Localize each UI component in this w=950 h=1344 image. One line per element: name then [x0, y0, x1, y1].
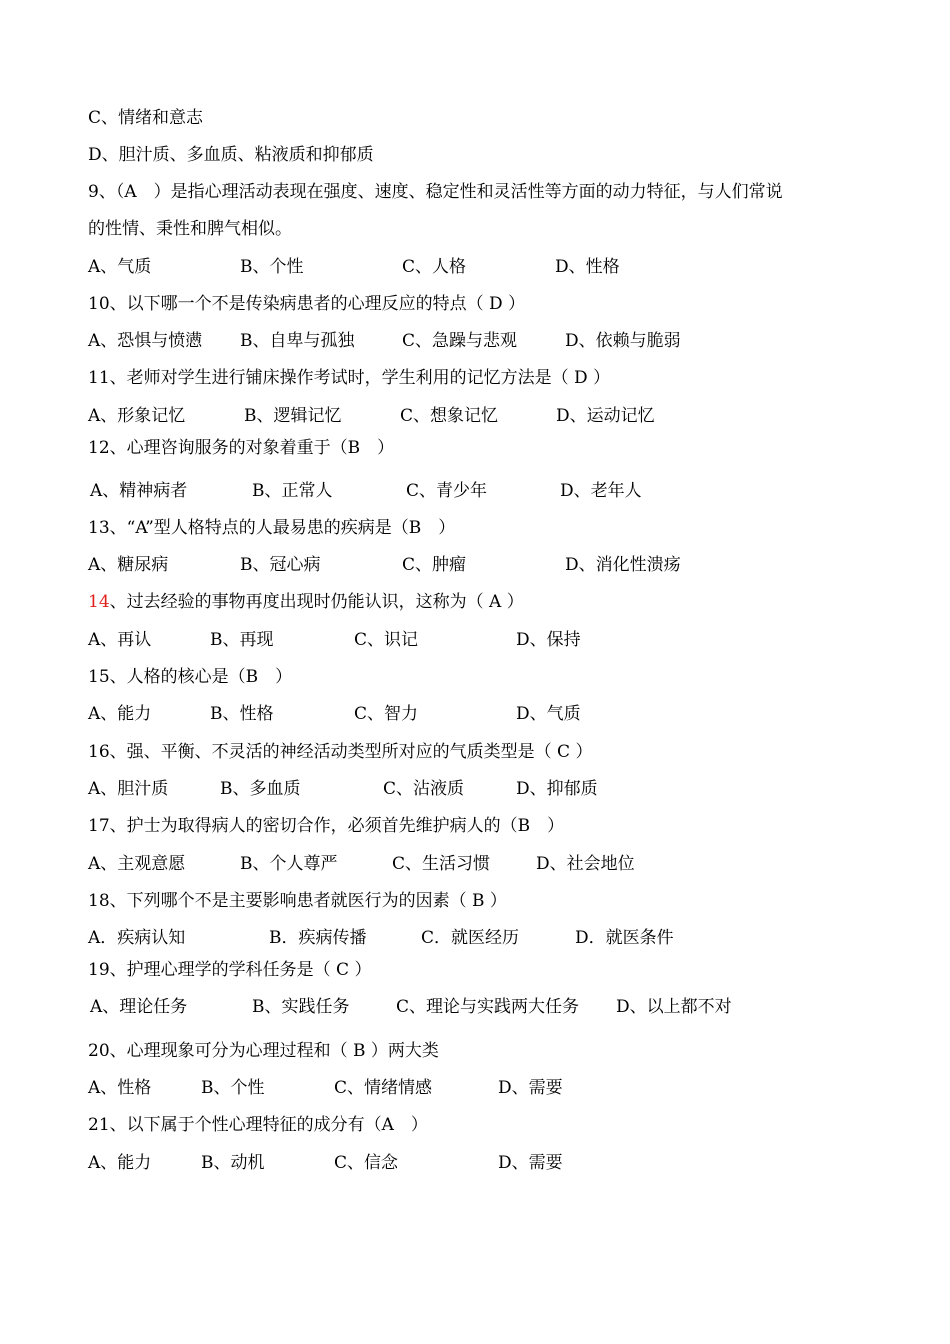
option-c: C、信念 [334, 1153, 399, 1173]
option-d: D、运动记忆 [556, 406, 655, 426]
question-20: 20、心理现象可分为心理过程和（ B ）两大类 [88, 1041, 439, 1061]
option-a: A、形象记忆 [88, 406, 186, 426]
option-a: A、精神病者 [90, 481, 188, 501]
option-a: A、恐惧与愤懑 [88, 331, 203, 351]
option-d: D、消化性溃疡 [565, 555, 681, 575]
option-b: B．疾病传播 [269, 928, 367, 948]
option-d-line: D、胆汁质、多血质、粘液质和抑郁质 [88, 145, 374, 165]
question-9: 9、（A ）是指心理活动表现在强度、速度、稳定性和灵活性等方面的动力特征，与人们常说 [88, 182, 783, 202]
question-14-text: 、过去经验的事物再度出现时仍能认识，这称为（ A ） [109, 592, 524, 612]
option-a: A、胆汁质 [88, 779, 169, 799]
option-d: D、保持 [516, 630, 581, 650]
option-a: A．疾病认知 [88, 928, 186, 948]
option-c: C、想象记忆 [400, 406, 499, 426]
option-a: A、再认 [88, 630, 152, 650]
option-c: C、生活习惯 [392, 854, 491, 874]
option-a: A、能力 [88, 704, 152, 724]
option-a: A、糖尿病 [88, 555, 169, 575]
option-b: B、个性 [201, 1078, 265, 1098]
option-b: B、实践任务 [252, 997, 350, 1017]
option-b: B、动机 [201, 1153, 265, 1173]
option-c-line: C、情绪和意志 [88, 108, 204, 128]
question-15: 15、人格的核心是（B ） [88, 667, 293, 687]
option-b: B、个人尊严 [240, 854, 338, 874]
option-b: B、冠心病 [240, 555, 321, 575]
option-c: C、肿瘤 [402, 555, 467, 575]
option-c: C、识记 [354, 630, 419, 650]
option-d: D、以上都不对 [616, 997, 732, 1017]
option-b: B、自卑与孤独 [240, 331, 355, 351]
question-14-number: 14 [88, 592, 110, 612]
question-9-continued: 的性情、秉性和脾气相似。 [88, 219, 292, 239]
option-b: B、个性 [240, 257, 304, 277]
option-d: D、性格 [555, 257, 620, 277]
option-b: B、再现 [210, 630, 274, 650]
question-19: 19、护理心理学的学科任务是（ C ） [88, 960, 372, 980]
option-d: D、需要 [498, 1153, 563, 1173]
option-c: C、沾液质 [383, 779, 465, 799]
option-c: C、智力 [354, 704, 419, 724]
option-c: C、人格 [402, 257, 467, 277]
question-12: 12、心理咨询服务的对象着重于（B ） [88, 438, 395, 458]
question-10: 10、以下哪一个不是传染病患者的心理反应的特点（ D ） [88, 294, 526, 314]
option-a: A、能力 [88, 1153, 152, 1173]
option-a: A、理论任务 [90, 997, 188, 1017]
option-a: A、气质 [88, 257, 152, 277]
option-c: C、青少年 [406, 481, 488, 501]
option-a: A、主观意愿 [88, 854, 186, 874]
option-b: B、正常人 [252, 481, 333, 501]
option-d: D、需要 [498, 1078, 563, 1098]
option-a: A、性格 [88, 1078, 152, 1098]
option-d: D、老年人 [560, 481, 642, 501]
question-11: 11、老师对学生进行铺床操作考试时，学生利用的记忆方法是（ D ） [88, 368, 611, 388]
question-18: 18、下列哪个不是主要影响患者就医行为的因素（ B ） [88, 891, 507, 911]
option-c: C、急躁与悲观 [402, 331, 518, 351]
option-d: D．就医条件 [575, 928, 674, 948]
option-b: B、逻辑记忆 [244, 406, 342, 426]
question-13: 13、“A”型人格特点的人最易患的疾病是（B ） [88, 518, 456, 538]
question-21: 21、以下属于个性心理特征的成分有（A ） [88, 1115, 428, 1135]
question-17: 17、护士为取得病人的密切合作，必须首先维护病人的（B ） [88, 816, 565, 836]
option-c: C．就医经历 [421, 928, 520, 948]
option-d: D、社会地位 [536, 854, 635, 874]
option-c: C、理论与实践两大任务 [396, 997, 580, 1017]
question-14 [88, 591, 524, 613]
question-16: 16、强、平衡、不灵活的神经活动类型所对应的气质类型是（ C ） [88, 742, 593, 762]
option-c: C、情绪情感 [334, 1078, 433, 1098]
option-b: B、多血质 [220, 779, 301, 799]
option-d: D、抑郁质 [516, 779, 598, 799]
option-b: B、性格 [210, 704, 274, 724]
option-d: D、依赖与脆弱 [565, 331, 681, 351]
option-d: D、气质 [516, 704, 581, 724]
